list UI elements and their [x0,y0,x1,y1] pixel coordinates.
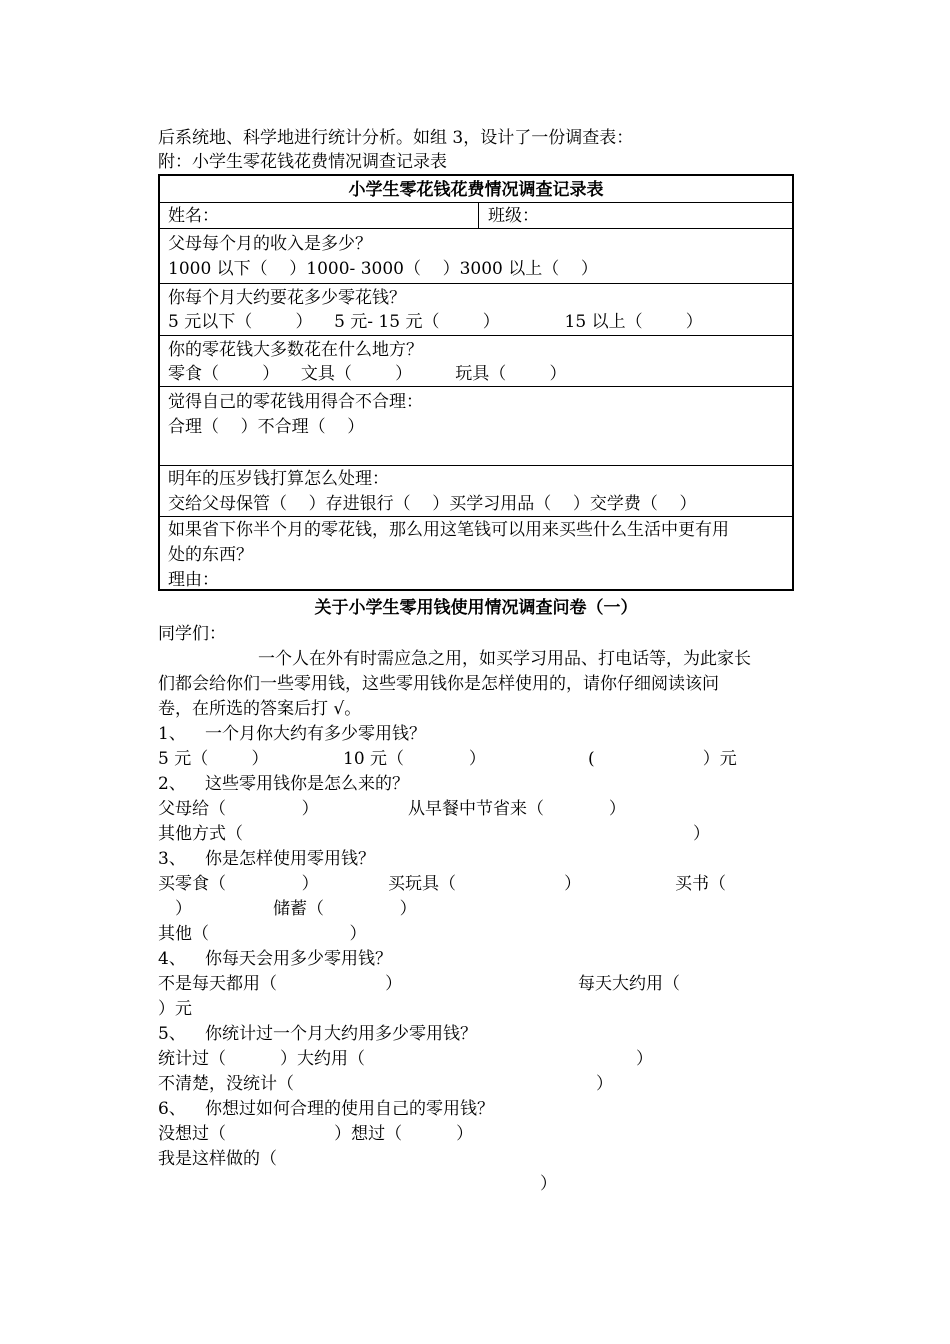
question-text: 一个月你大约有多少零用钱？ [205,724,426,744]
answer-option: 买玩具（ ） [388,874,582,894]
intro-paragraph-line-2: 们都会给你们一些零用钱，这些零用钱你是怎样使用的，请你仔细阅读该问 [158,674,719,694]
question-text: 你是怎样使用零用钱？ [205,849,375,869]
intro-line-2: 附：小学生零花钱花费情况调查记录表 [158,152,447,172]
table-divider [160,386,792,387]
table-options-spending: 5 元以下（ ） 5 元- 15 元（ ） 15 以上（ ） [168,312,703,332]
answer-blank-close: ） [175,899,192,919]
answer-option: 不是每天都用（ ） [158,974,403,994]
table-options-new-year-money: 交给父母保管（ ）存进银行（ ）买学习用品（ ）交学费（ ） [168,494,697,514]
table-question-spending: 你每个月大约要花多少零花钱？ [168,288,406,308]
question-number: 3、 [158,849,186,869]
answer-option: 5 元（ ） [158,749,269,769]
table-column-divider [478,202,479,228]
answer-option: 没想过（ ）想过（ ） [158,1124,474,1144]
table-reason-label: 理由： [168,570,219,590]
answer-option: 不清楚，没统计（ [158,1074,294,1094]
intro-paragraph-line-1: 一个人在外有时需应急之用，如买学习用品、打电话等，为此家长 [258,649,751,669]
table-question-saving-line-2: 处的东西？ [168,545,253,565]
answer-option: 其他（ ） [158,924,367,944]
question-number: 6、 [158,1099,186,1119]
table-options-income: 1000 以下（ ）1000- 3000（ ）3000 以上（ ） [168,259,598,279]
table-divider [160,516,792,517]
question-number: 1、 [158,724,186,744]
question-number: 2、 [158,774,186,794]
answer-option: 我是这样做的（ [158,1149,277,1169]
answer-option: 其他方式（ [158,824,243,844]
answer-option: 10 元（ ） [343,749,486,769]
table-divider [160,202,792,203]
answer-option: 每天大约用（ [578,974,680,994]
question-text: 这些零用钱你是怎么来的？ [205,774,409,794]
table-divider [160,283,792,284]
answer-blank-close: ） [636,1049,653,1069]
table-question-new-year-money: 明年的压岁钱打算怎么处理： [168,469,389,489]
answer-blank-close: ） [596,1074,613,1094]
table-divider [160,335,792,336]
answer-option: 父母给（ ） [158,799,319,819]
answer-option: 买零食（ ） [158,874,319,894]
table-divider [160,228,792,229]
table-options-where: 零食（ ） 文具（ ） 玩具（ ） [168,364,567,384]
answer-blank-close: ） [693,824,710,844]
question-number: 5、 [158,1024,186,1044]
answer-blank-close: ） [540,1174,557,1194]
survey-record-table [158,174,794,591]
table-question-where: 你的零花钱大多数花在什么地方？ [168,340,423,360]
question-text: 你每天会用多少零用钱？ [205,949,392,969]
question-text: 你想过如何合理的使用自己的零用钱？ [205,1099,494,1119]
questionnaire-title: 关于小学生零用钱使用情况调查问卷（一） [314,598,638,618]
answer-blank-close: ）元 [158,999,192,1019]
answer-option: 从早餐中节省来（ ） [408,799,626,819]
table-question-income: 父母每个月的收入是多少？ [168,234,372,254]
table-divider [160,465,792,466]
intro-paragraph-line-3: 卷，在所选的答案后打 √。 [158,699,362,719]
name-field-label: 姓名： [168,206,219,226]
answer-option: ( ）元 [588,749,737,769]
class-field-label: 班级： [488,206,539,226]
answer-option: 储蓄（ ） [273,899,417,919]
question-number: 4、 [158,949,186,969]
question-text: 你统计过一个月大约用多少零用钱？ [205,1024,477,1044]
greeting: 同学们： [158,624,226,644]
answer-option: 买书（ [675,874,726,894]
table-question-reasonable: 觉得自己的零花钱用得合不合理： [168,392,423,412]
answer-option: 统计过（ ）大约用（ [158,1049,366,1069]
table-title: 小学生零花钱花费情况调查记录表 [348,180,604,200]
table-options-reasonable: 合理（ ）不合理（ ） [168,417,365,437]
intro-line-1: 后系统地、科学地进行统计分析。如组 3，设计了一份调查表： [158,128,634,148]
table-question-saving-line-1: 如果省下你半个月的零花钱，那么用这笔钱可以用来买些什么生活中更有用 [168,520,729,540]
